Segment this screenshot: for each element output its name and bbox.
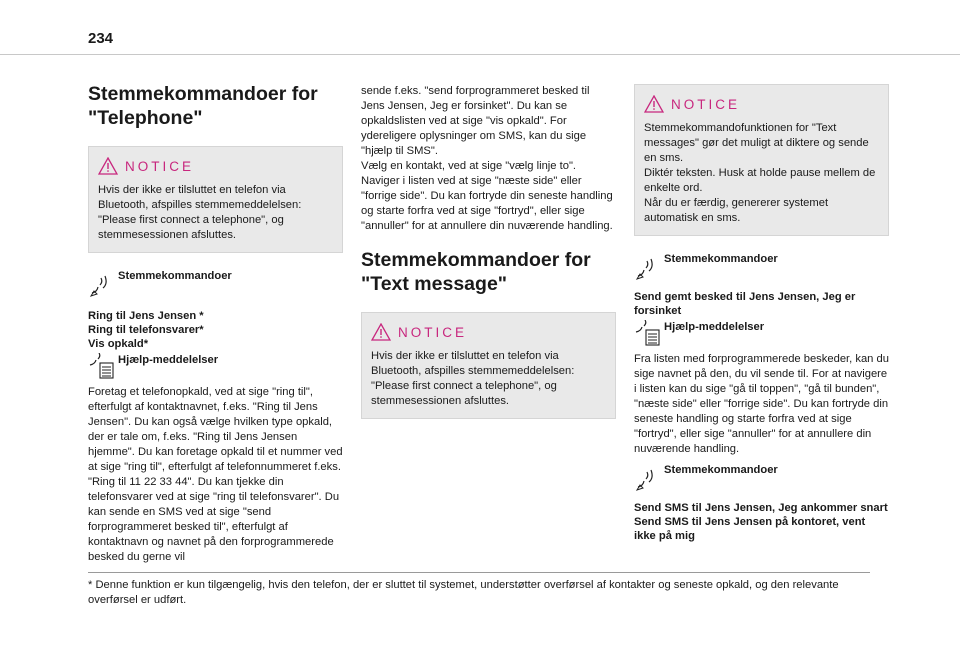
command-list: Ring til Jens Jensen * Ring til telefonsvarer* Vis opkald* xyxy=(88,310,204,350)
warning-triangle-icon xyxy=(644,95,664,113)
notice-title: NOTICE xyxy=(398,324,468,340)
voice-commands-label: Stemmekommandoer xyxy=(664,253,778,265)
notice-text: Stemmekommandofunktionen for "Text messages" gør det muligt at diktere og sende en sms. Diktér teksten. Husk at holde pause mellem de enkelte ord. Når du er færdig, genererer systemet automatisk en sms. xyxy=(644,122,876,224)
help-text: Fra listen med forprogrammerede beskeder, kan du sige navnet på den, du vil sende til. For at navigere i listen kan du sige "gå til toppen", "gå til bunden", "næste side" eller "forrige side". Du kan fortryde din seneste handling og starte forfra ved at sige "fortryd", eller sige "annuller" for at annullere din nuværende handling. xyxy=(634,353,889,455)
command-list: Send gemt besked til Jens Jensen, Jeg er forsinket xyxy=(634,291,856,317)
notice-title: NOTICE xyxy=(671,96,741,112)
voice-commands-label: Stemmekommandoer xyxy=(118,270,232,282)
notice-text: Hvis der ikke er tilsluttet en telefon via Bluetooth, afspilles stemmemeddelelsen: "Please first connect a telephone", og stemmesessionen afsluttes. xyxy=(98,184,302,241)
notice-title: NOTICE xyxy=(125,158,195,174)
column-telephone xyxy=(88,82,343,565)
help-messages-label: Hjælp-meddelelser xyxy=(118,354,219,366)
warning-triangle-icon xyxy=(98,157,118,175)
help-messages-label: Hjælp-meddelelser xyxy=(664,321,765,333)
column-text-message xyxy=(361,84,616,435)
voice-command-icon xyxy=(634,467,660,491)
footnote-divider xyxy=(88,572,870,573)
notice-box xyxy=(361,312,616,419)
voice-commands-label: Stemmekommandoer xyxy=(664,464,778,476)
notice-box xyxy=(634,84,889,236)
command-list: Send SMS til Jens Jensen, Jeg ankommer snart Send SMS til Jens Jensen på kontoret, vent ikke på mig xyxy=(634,502,888,542)
voice-command-icon xyxy=(88,273,114,297)
section-heading-telephone: Stemmekommandoer for "Telephone" xyxy=(88,83,318,129)
footnote: * Denne funktion er kun tilgængelig, hvis den telefon, der er sluttet til systemet, understøtter overførsel af kontakter og seneste opkald, og den relevante overførsel er udført. xyxy=(88,579,839,606)
help-messages-icon xyxy=(88,353,114,379)
notice-text: Hvis der ikke er tilsluttet en telefon via Bluetooth, afspilles stemmemeddelelsen: "Please first connect a telephone", og stemmesessionen afsluttes. xyxy=(371,350,575,407)
warning-triangle-icon xyxy=(371,323,391,341)
section-heading-text-message: Stemmekommandoer for "Text message" xyxy=(361,249,591,295)
help-messages-icon xyxy=(634,320,660,346)
page-number: 234 xyxy=(88,30,114,47)
notice-box xyxy=(88,146,343,253)
column-text-message-continued xyxy=(634,84,889,545)
voice-command-icon xyxy=(634,256,660,280)
header-divider xyxy=(0,54,960,55)
continued-help-text: sende f.eks. "send forprogrammeret besked til Jens Jensen, Jeg er forsinket". Du kan se opkaldslisten ved at sige "vis opkald". For ydereligere oplysninger om SMS, kan du sige "hjælp til SMS". Vælg en kontakt, ved at sige "vælg linje to". Naviger i listen ved at sige "næste side" eller "forrige side". Du kan fortryde din seneste handling og starte forfra ved at sige "fortryd", eller sige "annuller" for at annullere din nuværende handling. xyxy=(361,85,613,232)
help-text: Foretag et telefonopkald, ved at sige "ring til", efterfulgt af kontaktnavnet, f.eks. "Ring til Jens Jensen". Du kan også vælge hvilken type opkald, der er tale om, f.eks. "Ring til Jens Jensen hjemme". Du kan foretage opkald til et nummer ved at sige "ring til", efterfulgt af telefonnummeret f.eks. "Ring til 11 22 33 44". Du kan tjekke din telefonsvarer ved at sige "ring til telefonsvarer". Du kan sende en SMS ved at sige "send forprogrammeret besked til", efterfulgt af kontaktnavn og navnet på den forprogrammerede besked du gerne vil xyxy=(88,386,343,563)
